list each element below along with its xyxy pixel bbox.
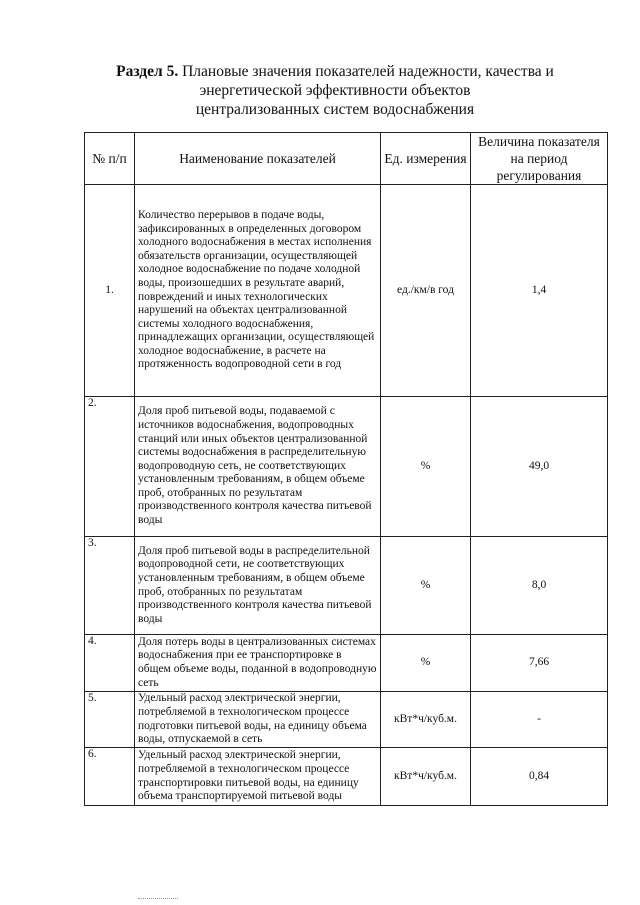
row-value: 1,4 [471,185,608,397]
row-num: 5. [85,692,135,748]
row-value: - [471,692,608,748]
row-unit: % [381,397,471,537]
row-unit: кВт*ч/куб.м. [381,692,471,748]
scan-artifact [138,898,178,903]
document-title [100,62,570,119]
row-name: Доля проб питьевой воды в распределительной водопроводной сети, не соответствующих установленным требованиям, в общем объеме проб, отобранных по результатам производственного контроля качества питьевой воды [135,537,381,635]
row-num: 3. [85,537,135,635]
table-row [85,748,608,806]
header-num: № п/п [85,133,135,185]
table-row [85,692,608,748]
row-name: Количество перерывов в подаче воды, зафиксированных в определенных договором холодного водоснабжения в местах исполнения обязательств организации, осуществляющей холодное водоснабжение по подаче холодной воды, произошедших в результате аварий, повреждений и иных технологических нарушений на объектах централизованной системы холодного водоснабжения, принадлежащих организации, осуществляющей холодное водоснабжение, в расчете на протяженность водопроводной сети в год [135,185,381,397]
row-num: 1. [85,185,135,397]
table-row [85,397,608,537]
title-line-2: энергетической эффективности объектов [199,82,471,99]
table-row [85,635,608,692]
row-unit: % [381,635,471,692]
row-name: Доля потерь воды в централизованных системах водоснабжения при ее транспортировке в общем объеме воды, поданной в водопроводную сеть [135,635,381,692]
indicators-table [84,132,608,806]
table-row [85,185,608,397]
title-line-3: централизованных систем водоснабжения [195,101,475,118]
table-row [85,537,608,635]
row-value: 49,0 [471,397,608,537]
header-unit: Ед. измерения [381,133,471,185]
row-num: 4. [85,635,135,692]
row-num: 6. [85,748,135,806]
row-num: 2. [85,397,135,537]
header-value: Величина показателя на период регулирования [471,133,608,185]
row-value: 7,66 [471,635,608,692]
table-header-row [85,133,608,185]
header-name: Наименование показателей [135,133,381,185]
row-name: Удельный расход электрической энергии, потребляемой в технологическом процессе транспортировки питьевой воды, на единицу объема транспортируемой питьевой воды [135,748,381,806]
title-line-1: Плановые значения показателей надежности, качества и [182,63,554,80]
row-value: 8,0 [471,537,608,635]
row-unit: кВт*ч/куб.м. [381,748,471,806]
row-value: 0,84 [471,748,608,806]
section-label: Раздел 5. [116,63,179,80]
row-name: Удельный расход электрической энергии, потребляемой в технологическом процессе подготовки питьевой воды, на единицу объема воды, отпускаемой в сеть [135,692,381,748]
row-unit: % [381,537,471,635]
row-name: Доля проб питьевой воды, подаваемой с источников водоснабжения, водопроводных станций или иных объектов централизованной системы водоснабжения в распределительную водопроводную сеть, не соответствующих установленным требованиям, в общем объеме проб, отобранных по результатам производственного контроля качества питьевой воды [135,397,381,537]
row-unit: ед./км/в год [381,185,471,397]
